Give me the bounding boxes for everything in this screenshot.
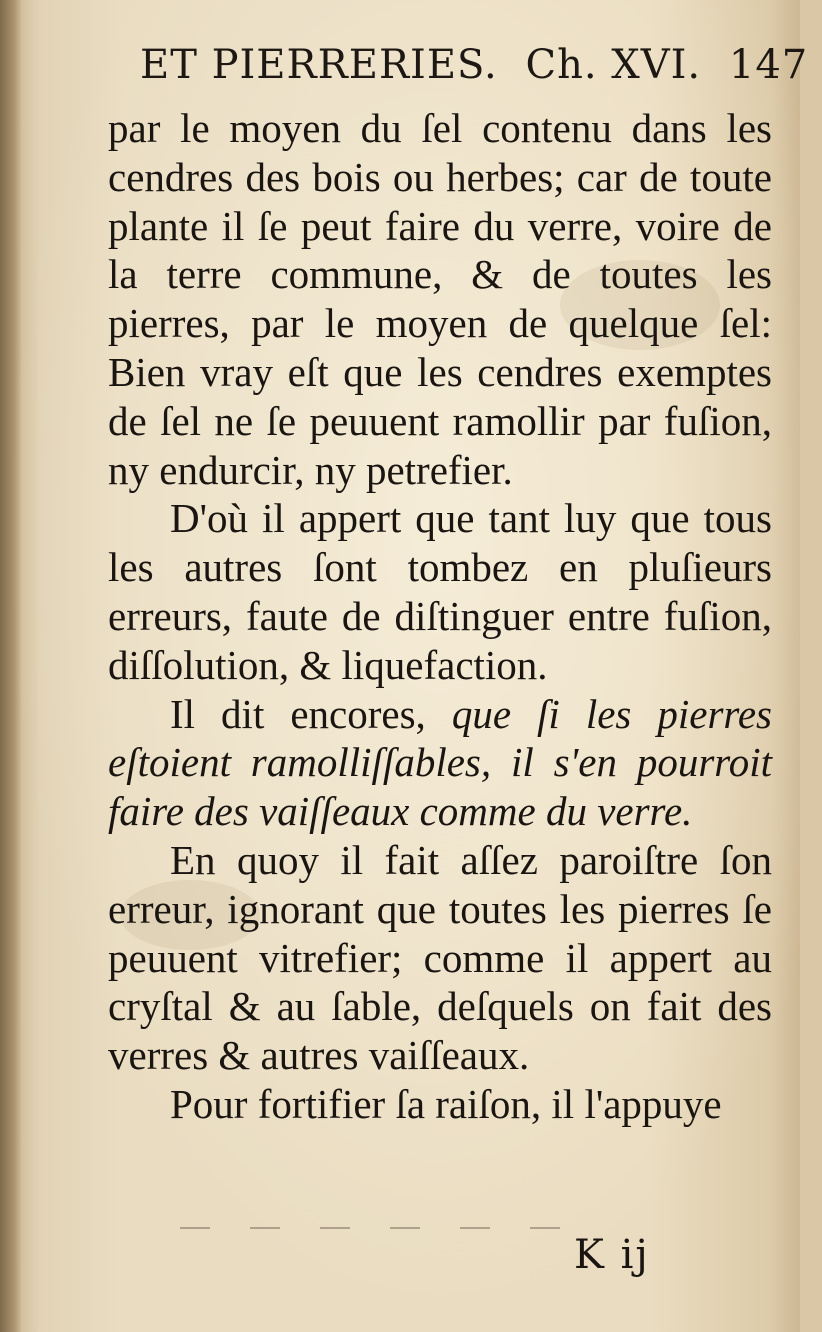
show-through-marks — [180, 1227, 600, 1229]
running-header — [140, 42, 809, 88]
quote-italic: que ſi les pierres eſtoient ramolliſſables, il s'en pourroit faire des vaiſſeaux comme du verre. — [108, 690, 773, 835]
running-title: ET PIERRERIES. — [140, 42, 498, 88]
quote-lead: Il dit encores, — [170, 690, 426, 737]
paragraph-quote — [108, 690, 772, 836]
page-body — [108, 104, 772, 1129]
signature-mark: K ij — [574, 1232, 650, 1278]
chapter-label: Ch. XVI. — [525, 42, 702, 88]
paragraph: D'où il appert que tant luy que tous les autres ſont tombez en pluſieurs erreurs, faute de diſtinguer entre fuſion, diſſolution, & liquefaction. — [108, 495, 772, 688]
page-number: 147 — [728, 42, 809, 88]
binding-gutter — [0, 0, 22, 1332]
paragraph: En quoy il fait aſſez paroiſtre ſon erreur, ignorant que toutes les pierres ſe peuuent vitrefier; comme il appert au cryſtal & au ſable, deſquels on fait des verres & autres vaiſſeaux. — [108, 836, 772, 1079]
paragraph-catchline: Pour fortifier ſa raiſon, il l'appuye — [170, 1080, 722, 1127]
paragraph-continued: par le moyen du ſel contenu dans les cendres des bois ou herbes; car de toute plante il ſe peut faire du verre, voire de la terre commune, & de toutes les pierres, par le moyen de quelque ſel: Bien vray eſt que les cendres exemptes de ſel ne ſe peuuent ramollir par fuſion, ny endurcir, ny petrefier. — [108, 105, 772, 493]
